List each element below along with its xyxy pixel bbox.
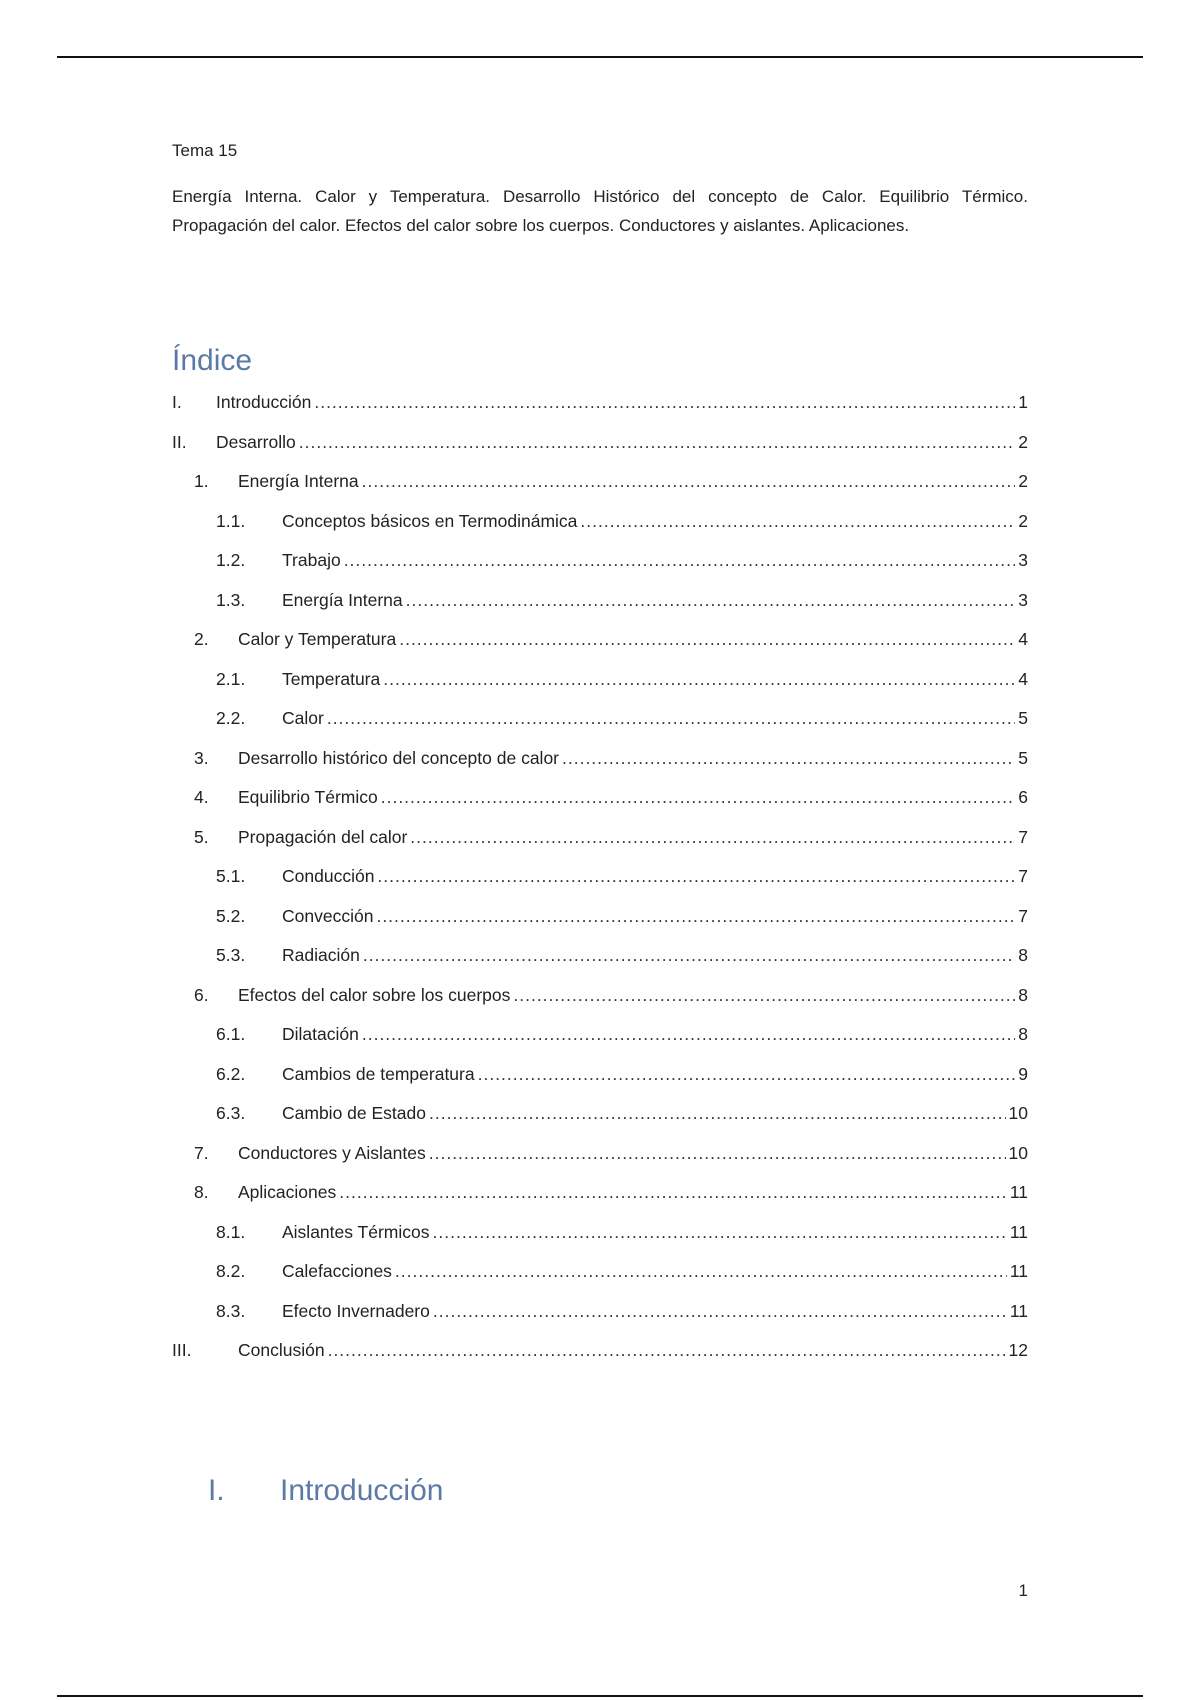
toc-entry-number: 1.2. xyxy=(216,550,246,570)
toc-entry-number: 5. xyxy=(194,826,209,847)
topic-subtitle: Energía Interna. Calor y Temperatura. Desarrollo Histórico del concepto de Calor. Equilibrio Térmico. Propagación del calor. Efectos del calor sobre los cuerpos. Conductores y aislantes. Aplicaciones. xyxy=(172,187,1028,235)
toc-entry-page: 10 xyxy=(1008,1142,1028,1163)
top-rule xyxy=(57,56,1143,58)
toc-entry-number: 2.2. xyxy=(216,708,246,728)
toc-entry-number: 6.3. xyxy=(216,1103,246,1123)
toc-entry-title: Calor y Temperatura xyxy=(238,629,397,649)
toc-dot-leader xyxy=(410,825,1015,849)
toc-entry[interactable] xyxy=(172,746,1028,786)
toc-entry-page: 4 xyxy=(1018,629,1028,649)
section-number: I. xyxy=(208,1474,225,1507)
toc-entry-title: Propagación del calor xyxy=(238,826,408,847)
toc-entry-number: 8. xyxy=(194,1182,209,1202)
toc-entry[interactable] xyxy=(172,904,1028,944)
section-heading xyxy=(208,1473,443,1509)
toc-entry-number: I. xyxy=(172,392,182,412)
toc-entry[interactable] xyxy=(172,1141,1028,1181)
section-title: Introducción xyxy=(280,1474,444,1507)
toc-dot-leader xyxy=(395,1259,1007,1283)
toc-dot-leader xyxy=(327,706,1015,730)
toc-entry-page: 11 xyxy=(1009,1261,1028,1281)
toc-entry-number: 6.2. xyxy=(216,1063,246,1084)
toc-entry-page: 1 xyxy=(1018,392,1028,412)
toc-entry-title: Cambio de Estado xyxy=(282,1103,426,1123)
toc-entry[interactable] xyxy=(172,1299,1028,1339)
toc-entry-number: 6. xyxy=(194,984,209,1005)
toc-entry-number: 7. xyxy=(194,1142,209,1163)
toc-entry[interactable] xyxy=(172,706,1028,746)
toc-entry-title: Introducción xyxy=(216,392,312,412)
toc-entry-page: 11 xyxy=(1009,1182,1028,1202)
toc-entry-page: 3 xyxy=(1018,550,1028,570)
toc-entry-page: 8 xyxy=(1018,984,1028,1005)
toc-entry-page: 9 xyxy=(1018,1063,1028,1084)
toc-dot-leader xyxy=(562,746,1015,770)
toc-entry-title: Energía Interna xyxy=(238,471,359,491)
toc-entry[interactable] xyxy=(172,667,1028,707)
toc-entry-page: 2 xyxy=(1018,431,1028,452)
toc-entry-page: 2 xyxy=(1018,471,1028,491)
toc-entry-title: Equilibrio Térmico xyxy=(238,787,378,807)
toc-entry-number: 1. xyxy=(194,471,209,491)
toc-entry[interactable] xyxy=(172,825,1028,865)
toc-entry[interactable] xyxy=(172,785,1028,825)
toc-entry-title: Efecto Invernadero xyxy=(282,1300,430,1321)
toc-entry-number: 1.1. xyxy=(216,510,246,531)
toc-entry-number: 2. xyxy=(194,629,209,649)
topic-label: Tema 15 xyxy=(172,141,238,160)
toc-entry-title: Aislantes Térmicos xyxy=(282,1221,430,1242)
toc-entry[interactable] xyxy=(172,1338,1028,1378)
toc-entry[interactable] xyxy=(172,983,1028,1023)
bottom-rule xyxy=(57,1695,1143,1697)
toc-entry-page: 12 xyxy=(1008,1340,1028,1360)
toc-entry[interactable] xyxy=(172,1259,1028,1299)
toc-entry-page: 5 xyxy=(1018,708,1028,728)
toc-dot-leader xyxy=(376,904,1015,928)
toc-entry-title: Conducción xyxy=(282,866,375,886)
toc-entry-title: Energía Interna xyxy=(282,589,403,610)
toc-entry-title: Conclusión xyxy=(238,1340,325,1360)
toc-entry-title: Conductores y Aislantes xyxy=(238,1142,426,1163)
toc-dot-leader xyxy=(383,667,1015,691)
toc-entry-title: Temperatura xyxy=(282,668,381,689)
toc-entry-title: Conceptos básicos en Termodinámica xyxy=(282,510,578,531)
toc-dot-leader xyxy=(429,1141,1006,1165)
toc-entry-title: Efectos del calor sobre los cuerpos xyxy=(238,984,511,1005)
toc-entry-number: 2.1. xyxy=(216,668,246,689)
toc-entry-number: 6.1. xyxy=(216,1024,246,1044)
toc-entry[interactable] xyxy=(172,548,1028,588)
toc-entry-page: 10 xyxy=(1008,1103,1028,1123)
toc-entry-page: 8 xyxy=(1018,1024,1028,1044)
toc-entry-number: 4. xyxy=(194,787,209,807)
toc-entry-title: Convección xyxy=(282,905,374,926)
toc-dot-leader xyxy=(381,785,1016,809)
page-number: 1 xyxy=(1018,1581,1028,1600)
toc-entry[interactable] xyxy=(172,1180,1028,1220)
toc-entry-number: 5.1. xyxy=(216,866,246,886)
toc-entry-page: 11 xyxy=(1009,1300,1028,1321)
toc-entry-page: 7 xyxy=(1018,905,1028,926)
toc-entry-page: 7 xyxy=(1018,866,1028,886)
toc-entry-number: 5.3. xyxy=(216,945,246,965)
toc-entry[interactable] xyxy=(172,1101,1028,1141)
toc-entry-page: 7 xyxy=(1018,826,1028,847)
toc-dot-leader xyxy=(478,1062,1016,1086)
toc-dot-leader xyxy=(513,983,1015,1007)
table-of-contents xyxy=(172,390,1028,1378)
toc-entry-page: 5 xyxy=(1018,747,1028,768)
document-header xyxy=(172,140,1028,240)
toc-dot-leader xyxy=(328,1338,1006,1362)
toc-entry[interactable] xyxy=(172,1062,1028,1102)
toc-dot-leader xyxy=(299,430,1016,454)
toc-entry-page: 2 xyxy=(1018,510,1028,531)
toc-entry-title: Trabajo xyxy=(282,550,341,570)
toc-dot-leader xyxy=(362,469,1016,493)
toc-entry-number: 8.2. xyxy=(216,1261,246,1281)
toc-entry[interactable] xyxy=(172,1220,1028,1260)
toc-entry[interactable] xyxy=(172,864,1028,904)
toc-entry[interactable] xyxy=(172,509,1028,549)
toc-entry-number: 5.2. xyxy=(216,905,246,926)
toc-entry[interactable] xyxy=(172,588,1028,628)
toc-entry-title: Dilatación xyxy=(282,1024,359,1044)
toc-entry-page: 6 xyxy=(1018,787,1028,807)
toc-dot-leader xyxy=(344,548,1016,572)
toc-entry-number: 3. xyxy=(194,747,209,768)
toc-dot-leader xyxy=(363,943,1015,967)
toc-entry-number: III. xyxy=(172,1340,192,1360)
toc-dot-leader xyxy=(399,627,1015,651)
toc-entry-title: Calefacciones xyxy=(282,1261,392,1281)
toc-entry-title: Radiación xyxy=(282,945,360,965)
toc-dot-leader xyxy=(433,1299,1007,1323)
toc-entry-page: 11 xyxy=(1009,1221,1028,1242)
toc-entry[interactable] xyxy=(172,627,1028,667)
toc-entry-title: Desarrollo xyxy=(216,431,296,452)
toc-entry-page: 3 xyxy=(1018,589,1028,610)
toc-dot-leader xyxy=(580,509,1015,533)
toc-entry-page: 4 xyxy=(1018,668,1028,689)
toc-entry[interactable] xyxy=(172,943,1028,983)
toc-dot-leader xyxy=(406,588,1016,612)
toc-dot-leader xyxy=(433,1220,1007,1244)
toc-entry[interactable] xyxy=(172,1022,1028,1062)
toc-entry-title: Aplicaciones xyxy=(238,1182,337,1202)
toc-entry-page: 8 xyxy=(1018,945,1028,965)
toc-entry-title: Calor xyxy=(282,708,324,728)
toc-entry[interactable] xyxy=(172,469,1028,509)
toc-dot-leader xyxy=(429,1101,1006,1125)
toc-entry-number: II. xyxy=(172,431,187,452)
toc-entry-number: 8.1. xyxy=(216,1221,246,1242)
toc-dot-leader xyxy=(314,390,1015,414)
toc-entry-title: Desarrollo histórico del concepto de calor xyxy=(238,747,559,768)
toc-entry-title: Cambios de temperatura xyxy=(282,1063,475,1084)
toc-heading: Índice xyxy=(172,344,253,377)
toc-entry[interactable] xyxy=(172,390,1028,430)
toc-entry-number: 8.3. xyxy=(216,1300,246,1321)
toc-entry-number: 1.3. xyxy=(216,589,246,610)
toc-dot-leader xyxy=(377,864,1015,888)
toc-entry[interactable] xyxy=(172,430,1028,470)
toc-dot-leader xyxy=(362,1022,1015,1046)
toc-dot-leader xyxy=(339,1180,1007,1204)
